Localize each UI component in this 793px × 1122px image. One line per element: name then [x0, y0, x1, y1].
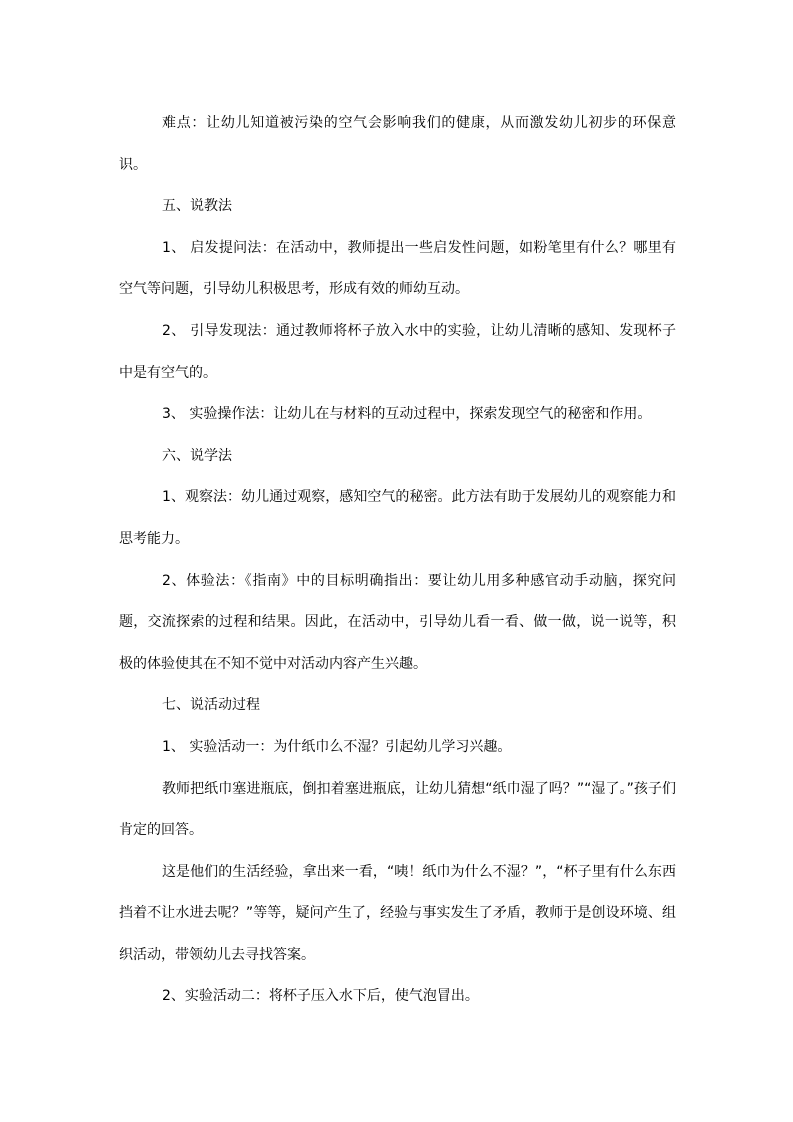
section-5-heading: 五、说教法: [162, 198, 232, 215]
activity-2-heading: 2、实验活动二：将杯子压入水下后，使气泡冒出。: [162, 988, 479, 1005]
teaching-method-3: 3、 实验操作法：让幼儿在与材料的互动过程中，探索发现空气的秘密和作用。: [162, 406, 652, 423]
teaching-method-1: 1、 启发提问法：在活动中，教师提出一些启发性问题，如粉笔里有什么？哪里有空气等问题，引导幼儿积极思考，形成有效的师幼互动。: [119, 239, 676, 298]
section-6-heading: 六、说学法: [162, 447, 232, 464]
document-body: [119, 103, 676, 1018]
activity-1-paragraph-2: 这是他们的生活经验，拿出来一看，“咦！纸巾为什么不湿？”，“杯子里有什么东西挡着不让水进去呢？”等等，疑问产生了，经验与事实发生了矛盾，教师于是创设环境、组织活动，带领幼儿去寻找答案。: [119, 863, 676, 963]
difficulty-paragraph: 难点：让幼儿知道被污染的空气会影响我们的健康，从而激发幼儿初步的环保意识。: [119, 115, 676, 173]
learning-method-1: 1、观察法：幼儿通过观察，感知空气的秘密。此方法有助于发展幼儿的观察能力和思考能力。: [119, 489, 676, 547]
activity-1-heading: 1、 实验活动一：为什纸巾么不湿？引起幼儿学习兴趣。: [162, 738, 512, 755]
learning-method-2: 2、体验法：《指南》中的目标明确指出：要让幼儿用多种感官动手动脑，探究问题，交流探索的过程和结果。因此，在活动中，引导幼儿看一看、做一做，说一说等，积极的体验使其在不知不觉中对活动内容产生兴趣。: [119, 572, 676, 672]
teaching-method-2: 2、 引导发现法：通过教师将杯子放入水中的实验，让幼儿清晰的感知、发现杯子中是有空气的。: [119, 322, 676, 381]
activity-1-paragraph-1: 教师把纸巾塞进瓶底，倒扣着塞进瓶底，让幼儿猜想“纸巾湿了吗？”“湿了。”孩子们肯定的回答。: [119, 780, 676, 839]
section-7-heading: 七、说活动过程: [162, 697, 260, 714]
